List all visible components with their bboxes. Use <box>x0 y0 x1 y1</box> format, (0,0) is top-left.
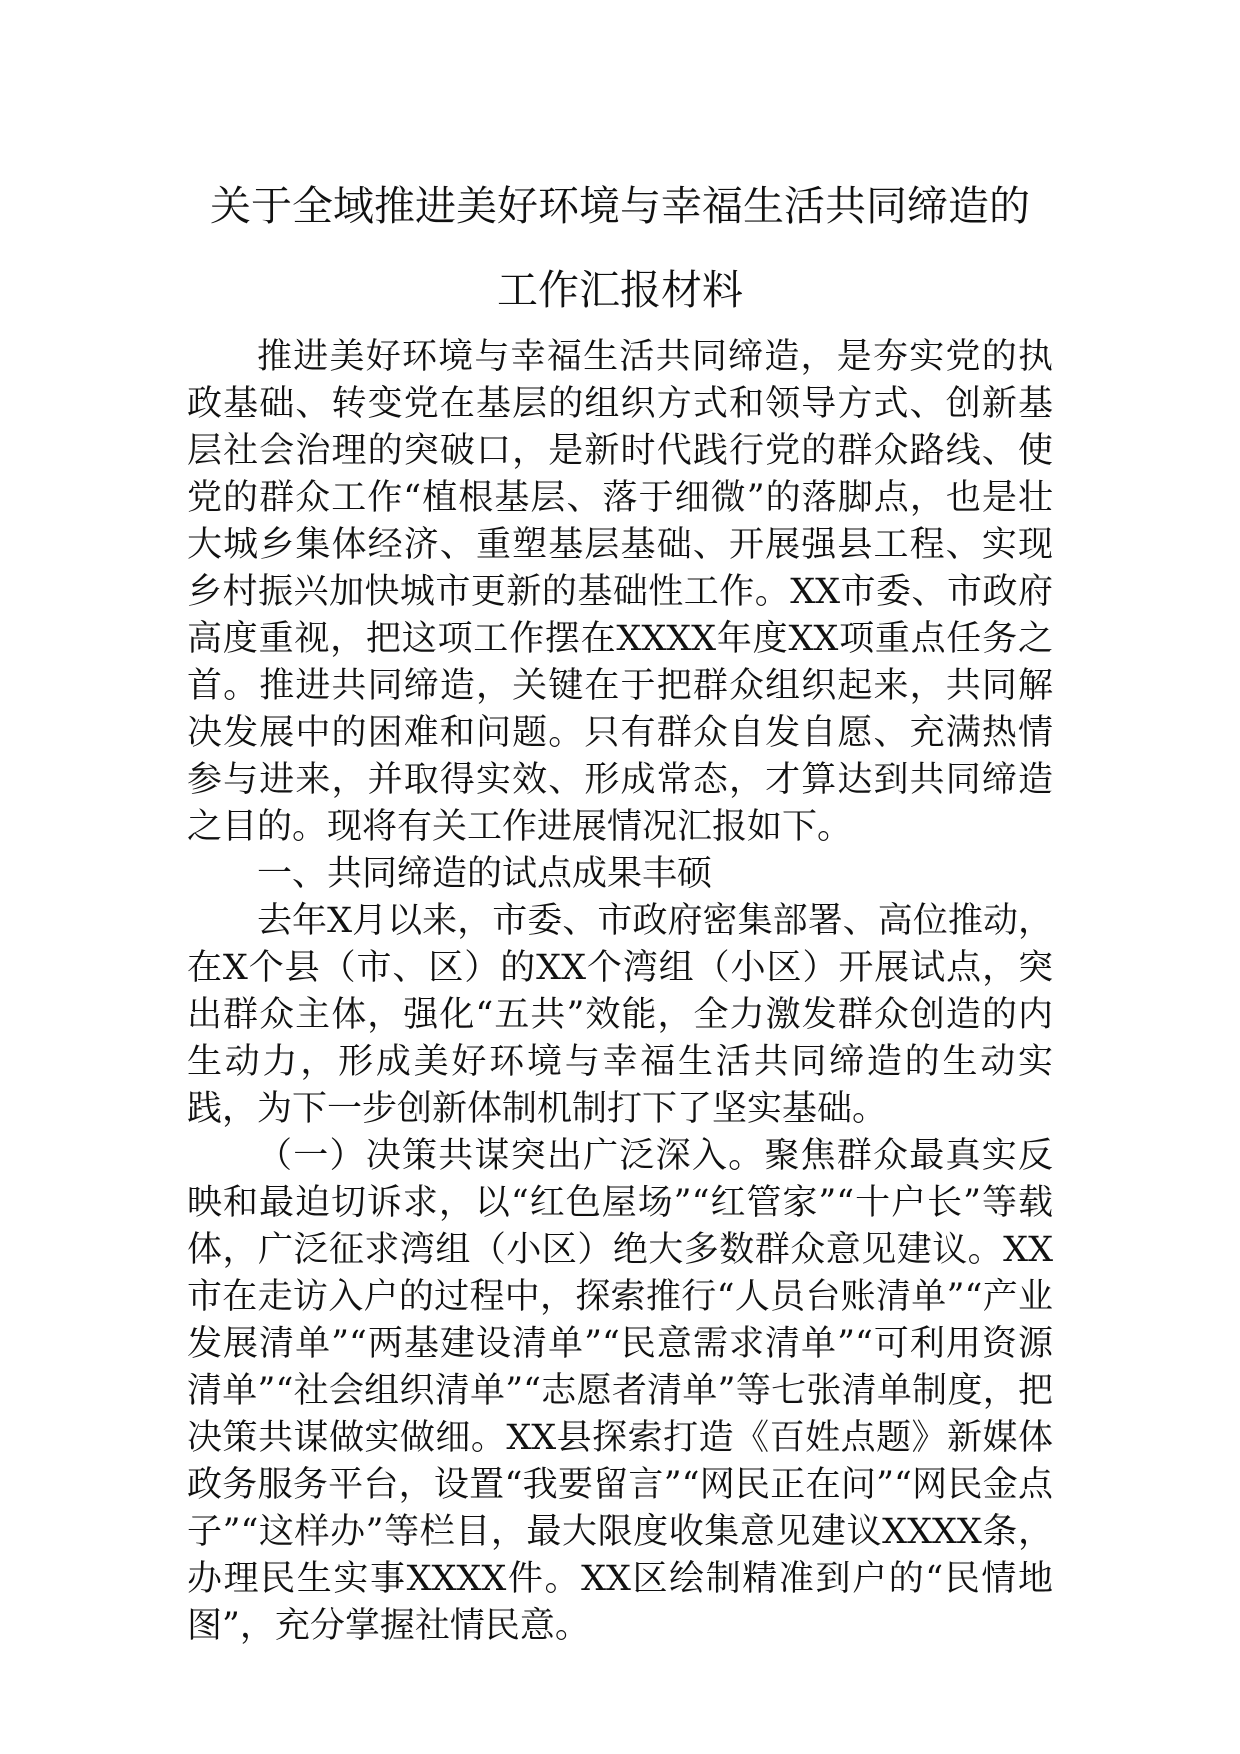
document-body <box>187 334 1053 1650</box>
section-paragraph: 去年X月以来，市委、市政府密集部署、高位推动，在X个县（市、区）的XX个湾组（小区）开展试点，突出群众主体，强化“五共”效能，全力激发群众创造的内生动力，形成美好环境与幸福生活共同缔造的生动实践，为下一步创新体制机制打下了坚实基础。 <box>187 901 1053 1129</box>
document-title: 关于全域推进美好环境与幸福生活共同缔造的工作汇报材料 <box>210 182 1030 314</box>
section-heading: 一、共同缔造的试点成果丰硕 <box>257 854 713 894</box>
section-paragraph: （一）决策共谋突出广泛深入。聚焦群众最真实反映和最迫切诉求，以“红色屋场”“红管家”“十户长”等载体，广泛征求湾组（小区）绝大多数群众意见建议。XX市在走访入户的过程中，探索推行“人员台账清单”“产业发展清单”“两基建设清单”“民意需求清单”“可利用资源清单”“社会组织清单”“志愿者清单”等七张清单制度，把决策共谋做实做细。XX县探索打造《百姓点题》新媒体政务服务平台，设置“我要留言”“网民正在问”“网民金点子”“这样办”等栏目，最大限度收集意见建议XXXX条，办理民生实事XXXX件。XX区绘制精准到户的“民情地图”，充分掌握社情民意。 <box>187 1136 1053 1646</box>
intro-paragraph: 推进美好环境与幸福生活共同缔造，是夯实党的执政基础、转变党在基层的组织方式和领导方式、创新基层社会治理的突破口，是新时代践行党的群众路线、使党的群众工作“植根基层、落于细微”的落脚点，也是壮大城乡集体经济、重塑基层基础、开展强县工程、实现乡村振兴加快城市更新的基础性工作。XX市委、市政府高度重视，把这项工作摆在XXXX年度XX项重点任务之首。推进共同缔造，关键在于把群众组织起来，共同解决发展中的困难和问题。只有群众自发自愿、充满热情参与进来，并取得实效、形成常态，才算达到共同缔造之目的。现将有关工作进展情况汇报如下。 <box>187 337 1053 847</box>
